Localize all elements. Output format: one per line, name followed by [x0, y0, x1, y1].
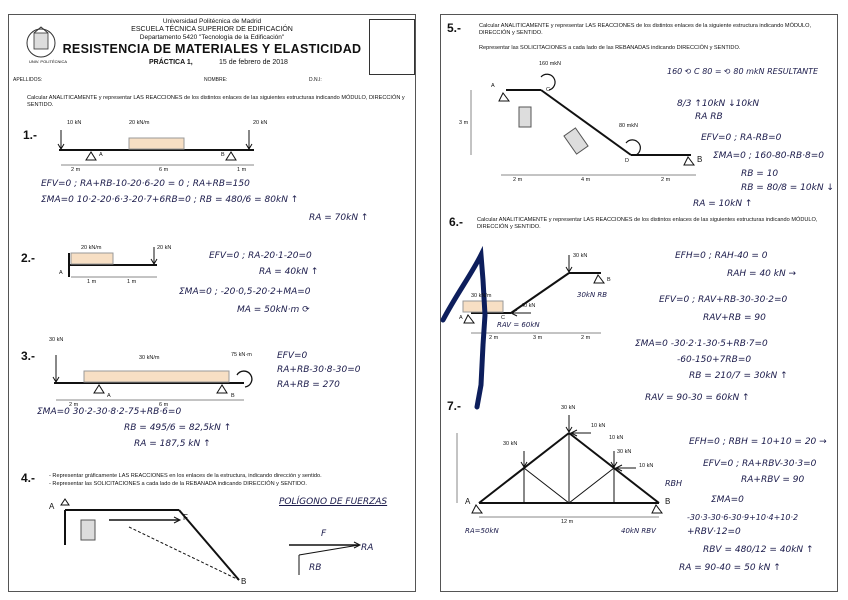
- p5-dim-4: 3 m: [459, 120, 469, 126]
- p3-eq-1: EFV=0: [277, 351, 308, 361]
- p2-eq-2: RA = 40kN ↑: [259, 267, 319, 277]
- p7-eq-8: RA = 90-40 = 50 kN ↑: [679, 563, 781, 573]
- p3-eq-2: RA+RB-30·8-30=0: [277, 365, 361, 375]
- p7-eq-4: ΣMA=0: [711, 495, 744, 505]
- p5-load-1: 160 mkN: [539, 61, 562, 67]
- main-instruction: Calcular ANALITICAMENTE y representar LAS REACCIONES de los distintos enlaces de las siguientes estructuras indicando MÓDULO, DIRECCIÓN y SENTIDO.: [27, 95, 405, 108]
- p6-label-c: C: [501, 315, 505, 321]
- p5-dim-3: 2 m: [661, 177, 671, 183]
- p6-dim-2: 3 m: [533, 335, 543, 341]
- problem5-structure: [471, 74, 696, 175]
- p5-load-2: 80 mkN: [619, 123, 638, 129]
- p2-dim-2: 1 m: [127, 279, 137, 285]
- p1-eq-3: RA = 70kN ↑: [309, 213, 369, 223]
- p4-label-a: A: [49, 502, 55, 511]
- p6-instruction: Calcular ANALITICAMENTE y representar LAS REACCIONES de los distintos enlaces de las siguientes estructuras indicando MÓDULO, DIRECCIÓN y SENTIDO.: [477, 217, 818, 230]
- university-name: Universidad Politécnica de Madrid: [162, 18, 262, 25]
- p6-label-b: B: [607, 277, 611, 283]
- p3-dim-1: 2 m: [69, 402, 79, 408]
- marker-stroke: [443, 255, 485, 407]
- p6-eq-4: RAV+RB = 90: [703, 313, 766, 323]
- p7-load-4: 10 kN: [609, 435, 624, 441]
- p5-label-c: C: [546, 87, 550, 93]
- p3-support-a: A: [107, 393, 111, 399]
- exam-sheet-right: [440, 14, 838, 592]
- p5-eq-3: RA RB: [695, 112, 723, 122]
- p4-force-ra: RA: [361, 543, 374, 553]
- p6-load-3: 30 kN/m: [471, 293, 492, 299]
- p3-load-3: 75 kN·m: [231, 352, 252, 358]
- p3-eq-4: ΣMA=0 30·2-30·8·2-75+RB·6=0: [37, 407, 182, 417]
- p4-label-b: B: [241, 577, 247, 586]
- p2-eq-1: EFV=0 ; RA-20·1-20=0: [209, 251, 312, 261]
- p5-eq-8: RA = 10kN ↑: [693, 199, 753, 209]
- p7-label-a: A: [465, 497, 471, 506]
- p4-polygon-title: POLÍGONO DE FUERZAS: [279, 497, 388, 507]
- p3-load-2: 30 kN/m: [139, 355, 160, 361]
- p4-instruction-2: - Representar las SOLICITACIONES a cada lado de la REBANADA indicando DIRECCIÓN y SENTIDO.: [49, 481, 307, 487]
- p7-dim-1: 12 m: [561, 519, 574, 525]
- p7-load-2: 10 kN: [591, 423, 606, 429]
- exam-date: 15 de febrero de 2018: [219, 59, 288, 66]
- p6-label-a: A: [459, 315, 463, 321]
- p6-eq-7: RB = 210/7 = 30kN ↑: [689, 371, 788, 381]
- p1-eq-2: ΣMA=0 10·2-20·6·3-20·7+6RB=0 ; RB = 480/6 = 80kN ↑: [41, 195, 299, 205]
- problem2-number: 2.-: [21, 251, 36, 265]
- p5-eq-7: RB = 80/8 = 10kN ↓: [741, 183, 834, 193]
- p7-eq-6: +RBV·12=0: [687, 527, 741, 537]
- p7-load-5: 30 kN: [617, 449, 632, 455]
- problem4-number: 4.-: [21, 471, 36, 485]
- problem1-number: 1.-: [23, 128, 38, 142]
- p5-eq-6: RB = 10: [741, 169, 779, 179]
- surname-field: APELLIDOS:: [13, 77, 43, 83]
- school-name: ESCUELA TÉCNICA SUPERIOR DE EDIFICACIÓN: [131, 26, 293, 33]
- p1-support-a: A: [99, 152, 103, 158]
- p1-load-2: 20 kN/m: [129, 120, 150, 126]
- p7-eq-3: RA+RBV = 90: [741, 475, 805, 485]
- p5-dim-1: 2 m: [513, 177, 523, 183]
- problem6-number: 6.-: [449, 215, 464, 229]
- name-field: NOMBRE:: [204, 77, 228, 83]
- p2-eq-3: ΣMA=0 ; -20·0,5-20·2+MA=0: [179, 287, 311, 297]
- p2-support-a: A: [59, 270, 63, 276]
- exam-sheet-left: [8, 14, 416, 592]
- p6-eq-2: RAH = 40 kN →: [727, 269, 797, 279]
- p1-dim-2: 6 m: [159, 167, 169, 173]
- p1-dim-3: 1 m: [237, 167, 247, 173]
- p1-support-b: B: [221, 152, 225, 158]
- p5-eq-4: EFV=0 ; RA-RB=0: [701, 133, 782, 143]
- p2-load-1: 20 kN/m: [81, 245, 102, 251]
- p6-eq-8: RAV = 90-30 = 60kN ↑: [645, 393, 750, 403]
- p4-instruction-1: - Representar gráficamente LAS REACCIONES en los enlaces de la estructura, indicando dirección y sentido.: [49, 473, 322, 479]
- p6-eq-6: -60-150+7RB=0: [677, 355, 752, 365]
- problem7-number: 7.-: [447, 399, 462, 413]
- svg-text:UNIV. POLITÉCNICA: UNIV. POLITÉCNICA: [29, 59, 68, 64]
- p3-eq-6: RA = 187,5 kN ↑: [134, 439, 211, 449]
- p7-eq-7: RBV = 480/12 = 40kN ↑: [703, 545, 814, 555]
- p7-eq-5: -30·3-30·6-30·9+10·4+10·2: [687, 513, 799, 522]
- p2-eq-4: MA = 50kN·m ⟳: [237, 305, 310, 315]
- problem3-number: 3.-: [21, 349, 36, 363]
- p5-label-d: D: [625, 158, 629, 164]
- p3-load-1: 30 kN: [49, 337, 64, 343]
- p7-load-6: 10 kN: [639, 463, 654, 469]
- p5-label-b: B: [697, 155, 703, 164]
- p7-eq-1: EFH=0 ; RBH = 10+10 = 20 →: [689, 437, 827, 447]
- p7-load-3: 30 kN: [503, 441, 518, 447]
- p1-load-3: 20 kN: [253, 120, 268, 126]
- id-field: D.N.I:: [309, 77, 322, 83]
- p5-instruction-2: Representar las SOLICITACIONES a cada lado de las REBANADAS indicando DIRECCIÓN y SENTIDO.: [479, 45, 741, 51]
- p7-eq-2: EFV=0 ; RA+RBV-30·3=0: [703, 459, 817, 469]
- p5-instruction-1: Calcular ANALITICAMENTE y representar LAS REACCIONES de los distintos enlaces de la siguiente estructura indicando MÓDULO, DIRECCIÓN y SENTIDO.: [479, 23, 812, 36]
- p5-label-a: A: [491, 83, 495, 89]
- p6-load-2: 40 kN: [521, 303, 536, 309]
- p1-load-1: 10 kN: [67, 120, 82, 126]
- p6-hand-rav: RAV = 60kN: [497, 321, 540, 329]
- p5-eq-1: 160 ⟲ C 80 = ⟲ 80 mkN RESULTANTE: [667, 67, 819, 76]
- problem1-beam: [58, 130, 254, 165]
- p3-eq-3: RA+RB = 270: [277, 380, 340, 390]
- p6-eq-1: EFH=0 ; RAH-40 = 0: [675, 251, 768, 261]
- p6-dim-1: 2 m: [489, 335, 499, 341]
- problem7-truss: [457, 415, 662, 517]
- p7-hand-rbh: RBH: [665, 479, 683, 488]
- p6-hand-rb: 30kN RB: [577, 291, 608, 299]
- practice-label: PRÁCTICA 1,: [149, 59, 193, 66]
- p5-eq-2: 8/3 ↑10kN ↓10kN: [677, 99, 760, 109]
- p3-dim-2: 6 m: [159, 402, 169, 408]
- problem3-beam: [53, 355, 252, 400]
- p7-label-b: B: [665, 497, 671, 506]
- p4-label-f: F: [183, 513, 188, 522]
- p6-load-1: 30 kN: [573, 253, 588, 259]
- p3-support-b: B: [231, 393, 235, 399]
- p5-eq-5: ΣMA=0 ; 160-80-RB·8=0: [713, 151, 825, 161]
- p4-force-rb: RB: [309, 563, 322, 573]
- p2-load-2: 20 kN: [157, 245, 172, 251]
- department-name: Departamento 5420 "Tecnología de la Edificación": [139, 34, 285, 41]
- course-title: RESISTENCIA DE MATERIALES Y ELASTICIDAD: [62, 42, 362, 56]
- p7-hand-rbv: 40kN RBV: [621, 527, 656, 535]
- p6-eq-5: ΣMA=0 -30·2·1-30·5+RB·7=0: [635, 339, 768, 349]
- p5-dim-2: 4 m: [581, 177, 591, 183]
- p6-dim-3: 2 m: [581, 335, 591, 341]
- p6-eq-3: EFV=0 ; RAV+RB-30-30·2=0: [659, 295, 788, 305]
- problem5-number: 5.-: [447, 21, 462, 35]
- problem2-beam: [69, 247, 157, 277]
- p2-dim-1: 1 m: [87, 279, 97, 285]
- p7-load-1: 30 kN: [561, 405, 576, 411]
- p4-force-f: F: [321, 529, 327, 539]
- p7-hand-ra: RA=50kN: [465, 527, 499, 535]
- p3-eq-5: RB = 495/6 = 82,5kN ↑: [124, 423, 232, 433]
- p1-dim-1: 2 m: [71, 167, 81, 173]
- p1-eq-1: EFV=0 ; RA+RB-10-20·6-20 = 0 ; RA+RB=150: [41, 179, 250, 189]
